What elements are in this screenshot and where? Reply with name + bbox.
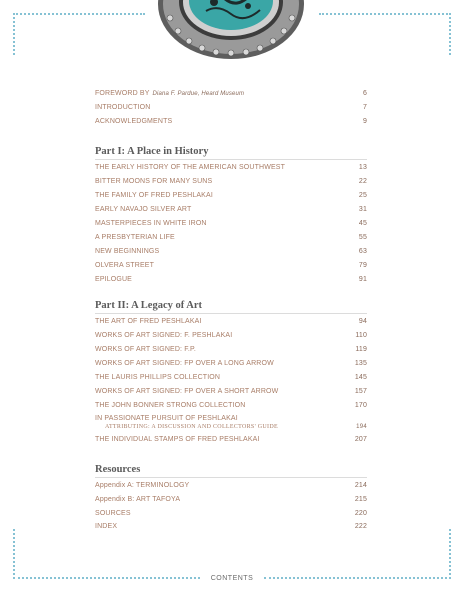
toc-entry-title: WORKS OF ART SIGNED: FP OVER A SHORT ARROW — [95, 388, 279, 395]
toc-entry[interactable] — [95, 316, 367, 327]
toc-entry[interactable] — [95, 232, 367, 243]
toc-entry[interactable] — [95, 204, 367, 215]
toc-entry-title: ACKNOWLEDGMENTS — [95, 118, 173, 125]
part2-divider — [95, 313, 367, 314]
toc-entry[interactable] — [95, 494, 367, 505]
toc-entry-title: A PRESBYTERIAN LIFE — [95, 234, 175, 241]
toc-entry[interactable] — [95, 480, 367, 491]
toc-entry-page: 31 — [358, 206, 367, 213]
toc-entry-acknowledgments[interactable] — [95, 116, 367, 127]
toc-entry-title: Appendix A: TERMINOLOGY — [95, 482, 190, 489]
toc-entry-page: 22 — [358, 178, 367, 185]
toc-entry-foreword[interactable] — [95, 88, 367, 99]
toc-entry-title: THE EARLY HISTORY OF THE AMERICAN SOUTHWEST — [95, 164, 286, 171]
toc-entry-page: 119 — [355, 346, 367, 353]
toc-entry[interactable] — [95, 372, 367, 383]
resources-heading: Resources — [95, 464, 141, 475]
toc-entry-title: WORKS OF ART SIGNED: FP OVER A LONG ARROW — [95, 360, 274, 367]
toc-entry-title: THE JOHN BONNER STRONG COLLECTION — [95, 402, 246, 409]
foreword-byline: Diana F. Pardue, Heard Museum — [152, 91, 245, 97]
toc-entry-title: INDEX — [95, 523, 118, 530]
toc-entry-title: MASTERPIECES IN WHITE IRON — [95, 220, 207, 227]
toc-entry[interactable] — [95, 260, 367, 271]
toc-entry-title: EPILOGUE — [95, 276, 132, 283]
toc-entry[interactable] — [95, 274, 367, 285]
toc-entry-page: 222 — [354, 523, 367, 530]
toc-entry-page: 194 — [356, 424, 367, 430]
toc-entry-page: 110 — [355, 332, 367, 339]
part1-divider — [95, 159, 367, 160]
toc-entry-title: WORKS OF ART SIGNED: F.P. — [95, 346, 196, 353]
toc-entry-page: 214 — [354, 482, 367, 489]
toc-entry[interactable] — [95, 434, 367, 445]
toc-entry[interactable] — [95, 190, 367, 201]
toc-entry-page: 79 — [358, 262, 367, 269]
toc-entry-title: THE LAURIS PHILLIPS COLLECTION — [95, 374, 221, 381]
toc-entry[interactable] — [95, 176, 367, 187]
toc-entry-title: INTRODUCTION — [95, 104, 151, 111]
toc-entry-page: 63 — [358, 248, 367, 255]
toc-entry-title: THE ART OF FRED PESHLAKAI — [95, 318, 202, 325]
toc-entry[interactable] — [95, 521, 367, 532]
toc-entry-page: 135 — [354, 360, 367, 367]
frame-corner-bottom-right — [264, 529, 451, 579]
toc-entry-page: 170 — [354, 402, 367, 409]
toc-entry-page: 55 — [358, 234, 367, 241]
toc-entry-title: WORKS OF ART SIGNED: F. PESHLAKAI — [95, 332, 233, 339]
toc-subentry-title: ATTRIBUTING: A DISCUSSION AND COLLECTORS' GUIDE — [105, 424, 278, 430]
toc-entry-title: BITTER MOONS FOR MANY SUNS — [95, 178, 213, 185]
toc-entry-page: 13 — [358, 164, 367, 171]
toc-entry-page: 7 — [362, 104, 367, 111]
toc-entry-title: THE INDIVIDUAL STAMPS OF FRED PESHLAKAI — [95, 436, 260, 443]
part1-heading: Part I: A Place in History — [95, 146, 209, 157]
toc-entry-title: Appendix B: ART TAFOYA — [95, 496, 181, 503]
frame-corner-top-left — [13, 13, 145, 55]
toc-entry-title: OLVERA STREET — [95, 262, 155, 269]
toc-entry[interactable] — [95, 386, 367, 397]
toc-entry-page: 215 — [354, 496, 367, 503]
toc-entry[interactable] — [95, 344, 367, 355]
toc-entry-page: 9 — [362, 118, 367, 125]
toc-entry-title: NEW BEGINNINGS — [95, 248, 160, 255]
toc-entry[interactable] — [95, 218, 367, 229]
toc-entry-page: 45 — [358, 220, 367, 227]
toc-entry-introduction[interactable] — [95, 102, 367, 113]
toc-entry[interactable] — [95, 358, 367, 369]
toc-entry-title: EARLY NAVAJO SILVER ART — [95, 206, 192, 213]
toc-entry[interactable] — [95, 246, 367, 257]
toc-entry-title: THE FAMILY OF FRED PESHLAKAI — [95, 192, 213, 199]
toc-entry-page: 220 — [354, 510, 367, 517]
toc-entry[interactable] — [95, 508, 367, 519]
frame-corner-top-right — [319, 13, 451, 55]
toc-entry[interactable] — [95, 400, 367, 411]
toc-entry-title: IN PASSIONATE PURSUIT OF PESHLAKAI — [95, 415, 238, 422]
toc-subentry[interactable] — [105, 422, 367, 432]
toc-entry[interactable] — [95, 162, 367, 173]
resources-divider — [95, 477, 367, 478]
toc-entry-page: 91 — [358, 276, 367, 283]
toc-entry-title: SOURCES — [95, 510, 131, 517]
page-footer-label: CONTENTS — [210, 575, 254, 582]
toc-entry-page: 207 — [354, 436, 367, 443]
toc-entry-page: 157 — [354, 388, 367, 395]
turquoise-brooch-image — [156, 0, 306, 60]
toc-entry-page: 25 — [358, 192, 367, 199]
toc-entry-page: 145 — [354, 374, 367, 381]
toc-entry-title: FOREWORD BY — [95, 90, 150, 97]
frame-corner-bottom-left — [13, 529, 200, 579]
part2-heading: Part II: A Legacy of Art — [95, 300, 203, 311]
toc-entry-page: 94 — [358, 318, 367, 325]
toc-entry[interactable] — [95, 330, 367, 341]
toc-entry-page: 6 — [362, 90, 367, 97]
